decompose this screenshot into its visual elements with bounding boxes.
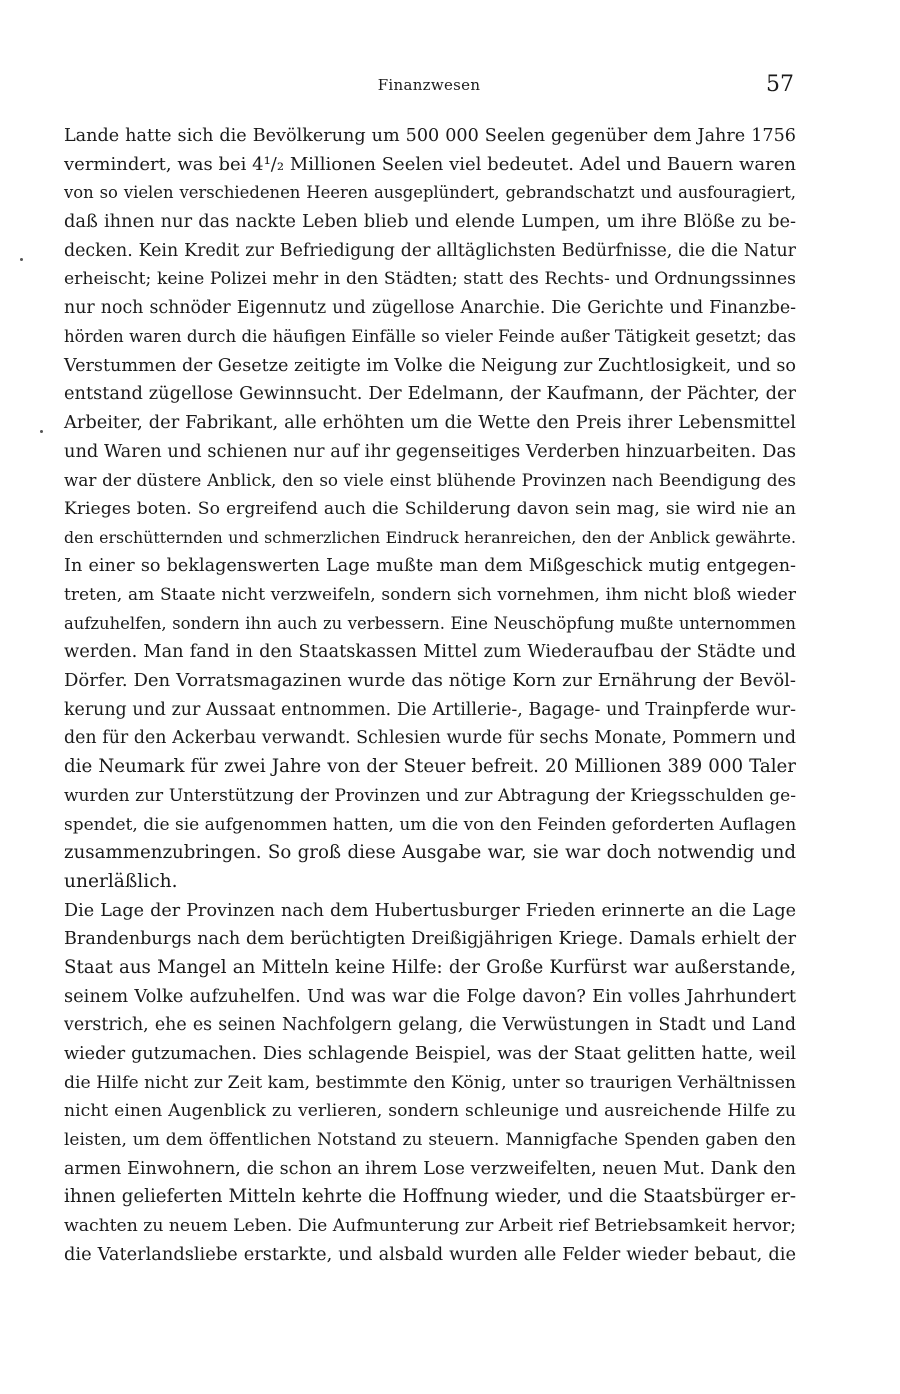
text-line: Krieges boten. So ergreifend auch die Schilderung davon sein mag, sie wird nie an [64,498,796,519]
text-line: die Neumark für zwei Jahre von der Steuer befreit. 20 Millionen 389 000 Taler [64,756,796,778]
page-header [64,70,794,100]
text-line: und Waren und schienen nur auf ihr gegenseitiges Verderben hinzuarbeiten. Das [64,440,797,462]
text-line: nicht einen Augenblick zu verlieren, sondern schleunige und ausreichende Hilfe zu [64,1101,796,1122]
text-line: zusammenzubringen. So groß diese Ausgabe war, sie war doch notwendig und [64,842,796,864]
paragraph [64,897,796,1270]
text-line: armen Einwohnern, die schon an ihrem Lose verzweifelten, neuen Mut. Dank den [64,1158,796,1179]
text-line: Dörfer. Den Vorratsmagazinen wurde das nötige Korn zur Ernährung der Bevöl- [64,670,796,692]
margin-dot [20,258,23,261]
text-line: hörden waren durch die häufigen Einfälle so vieler Feinde außer Tätigkeit gesetzt; das [64,326,796,346]
text-line: war der düstere Anblick, den so viele einst blühende Provinzen nach Beendigung des [64,470,796,491]
text-line: Lande hatte sich die Bevölkerung um 500 000 Seelen gegenüber dem Jahre 1756 [64,126,796,146]
paragraph [64,552,796,896]
text-line: treten, am Staate nicht verzweifeln, sondern sich vornehmen, ihm nicht bloß wieder [64,585,796,605]
text-line: Verstummen der Gesetze zeitigte im Volke die Neigung zur Zuchtlosigkeit, und so [64,355,796,376]
text-line: unerläßlich. [64,870,178,892]
text-line: In einer so beklagenswerten Lage mußte man dem Mißgeschick mutig entgegen- [64,556,796,577]
text-line: von so vielen verschiedenen Heeren ausgeplündert, gebrandschatzt und ausfouragiert, [64,183,796,203]
text-line: den für den Ackerbau verwandt. Schlesien wurde für sechs Monate, Pommern und [64,728,796,749]
text-line: erheischt; keine Polizei mehr in den Städten; statt des Rechts- und Ordnungssinnes [64,269,796,290]
text-line: nur noch schnöder Eigennutz und zügellose Anarchie. Die Gerichte und Finanzbe- [64,298,796,319]
text-line: den erschütternden und schmerzlichen Eindruck heranreichen, den der Anblick gewährte. [64,527,796,547]
text-line: wurden zur Unterstützung der Provinzen und zur Abtragung der Kriegsschulden ge- [64,785,796,806]
text-line: daß ihnen nur das nackte Leben blieb und elende Lumpen, um ihre Blöße zu be- [64,211,796,233]
paragraph [64,122,796,552]
text-line: leisten, um dem öffentlichen Notstand zu steuern. Mannigfache Spenden gaben den [64,1130,796,1151]
text-line: entstand zügellose Gewinnsucht. Der Edelmann, der Kaufmann, der Pächter, der [64,383,796,405]
text-line: verstrich, ehe es seinen Nachfolgern gelang, die Verwüstungen in Stadt und Land [64,1015,796,1036]
text-line: kerung und zur Aussaat entnommen. Die Artillerie-, Bagage- und Trainpferde wur- [64,699,796,720]
text-line: Arbeiter, der Fabrikant, alle erhöhten um die Wette den Preis ihrer Lebensmittel [64,411,796,433]
text-line: Die Lage der Provinzen nach dem Hubertusburger Frieden erinnerte an die Lage [64,900,796,921]
text-line: aufzuhelfen, sondern ihn auch zu verbessern. Eine Neuschöpfung mußte unternommen [64,613,796,633]
text-line: werden. Man fand in den Staatskassen Mittel zum Wiederaufbau der Städte und [64,641,796,663]
text-line: Staat aus Mangel an Mitteln keine Hilfe: der Große Kurfürst war außerstande, [64,956,796,978]
text-line: wieder gutzumachen. Dies schlagende Beispiel, was der Staat gelitten hatte, weil [64,1044,796,1064]
text-line: decken. Kein Kredit zur Befriedigung der alltäglichsten Bedürfnisse, die die Natur [64,240,796,261]
text-line: vermindert, was bei 4¹/₂ Millionen Seelen viel bedeutet. Adel und Bauern waren [64,153,796,175]
text-line: spendet, die sie aufgenommen hatten, um die von den Feinden geforderten Auflagen [64,814,797,835]
body-text [64,122,796,1270]
text-line: die Vaterlandsliebe erstarkte, und alsbald wurden alle Felder wieder bebaut, die [64,1243,796,1265]
text-line: seinem Volke aufzuhelfen. Und was war die Folge davon? Ein volles Jahrhundert [64,985,796,1007]
page-number: 57 [766,72,794,97]
text-line: ihnen gelieferten Mitteln kehrte die Hoffnung wieder, und die Staatsbürger er- [64,1186,796,1208]
running-head: Finanzwesen [377,76,481,94]
text-line: Brandenburgs nach dem berüchtigten Dreißigjährigen Kriege. Damals erhielt der [64,929,796,950]
text-line: die Hilfe nicht zur Zeit kam, bestimmte den König, unter so traurigen Verhältnissen [64,1072,796,1093]
text-line: wachten zu neuem Leben. Die Aufmunterung zur Arbeit rief Betriebsamkeit hervor; [64,1216,797,1237]
margin-dot [40,430,43,433]
